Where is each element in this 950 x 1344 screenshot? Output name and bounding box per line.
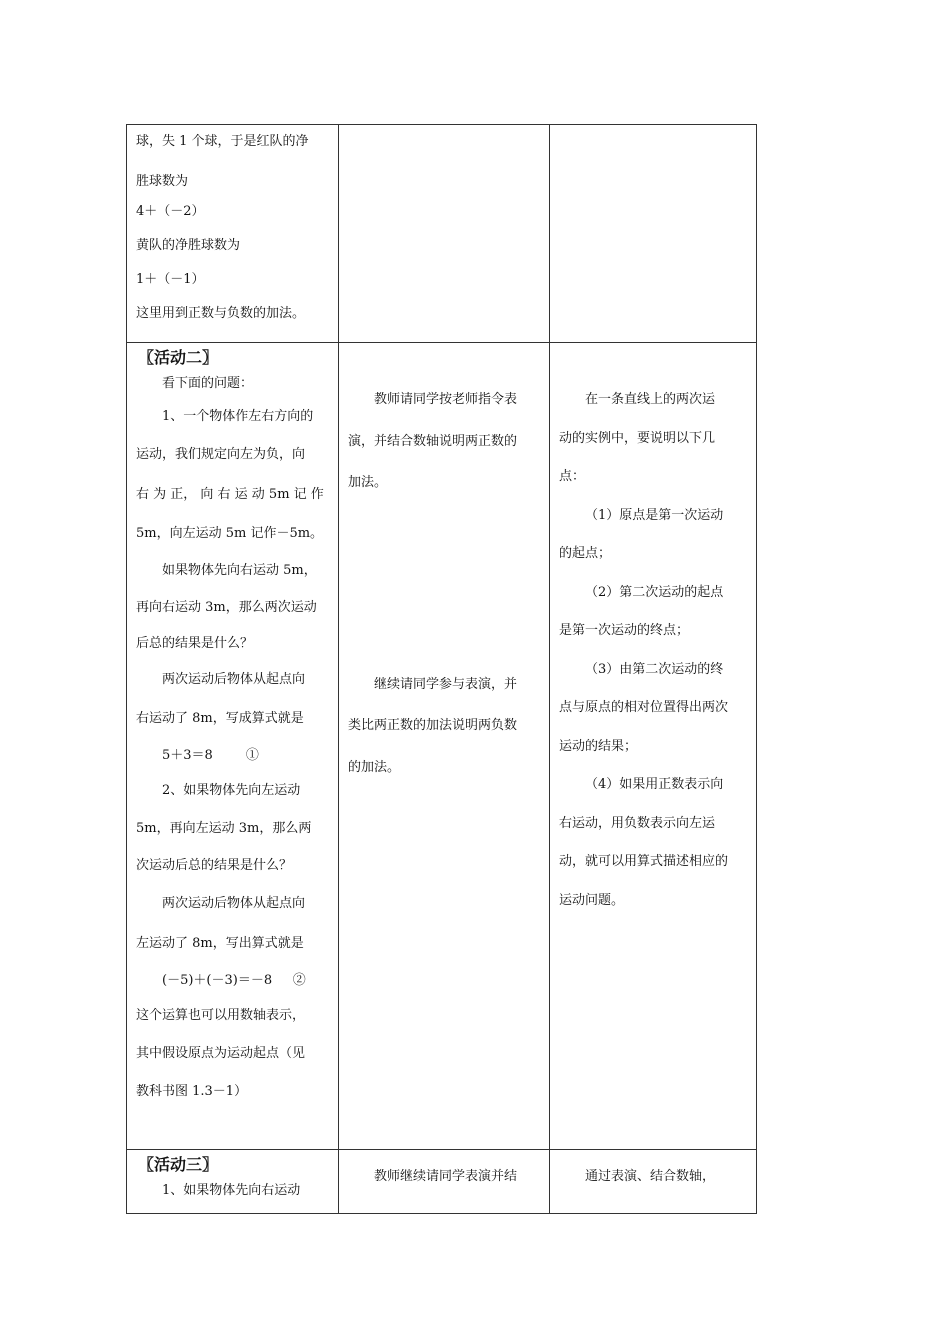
text-line: 教师请同学按老师指令表	[374, 392, 518, 407]
text-line: 演，并结合数轴说明两正数的	[348, 433, 518, 449]
activity-heading: 〖活动三〗	[138, 1155, 219, 1174]
text-line: 球，失 1 个球，于是红队的净	[136, 134, 309, 149]
text-line: 运动的结果；	[559, 738, 638, 754]
cell-design	[550, 343, 757, 1150]
text-line: 两次运动后物体从起点向	[162, 896, 306, 911]
text-line: 教科书图 1.3－1）	[136, 1083, 248, 1099]
text-line: 看下面的问题：	[162, 376, 254, 391]
text-line: 运动，我们规定向左为负，向	[136, 447, 306, 462]
cell-content	[127, 1150, 339, 1214]
text-line: 黄队的净胜球数为	[136, 238, 241, 253]
text-line: 点：	[559, 469, 586, 484]
text-line: 这里用到正数与负数的加法。	[136, 306, 306, 321]
text-line: （2）第二次运动的起点	[585, 584, 724, 600]
text-line: 左运动了 8m，写出算式就是	[136, 936, 304, 951]
text-line: 继续请同学参与表演，并	[374, 676, 518, 692]
text-line: 2、如果物体先向左运动	[162, 782, 301, 798]
text-line: 这个运算也可以用数轴表示，	[136, 1007, 306, 1023]
text-line: 其中假设原点为运动起点（见	[136, 1045, 306, 1061]
text-line: 5m，再向左运动 3m，那么两	[136, 820, 312, 836]
table-row	[127, 125, 757, 343]
cell-teacher	[339, 1150, 550, 1214]
text-line: 的加法。	[348, 759, 401, 775]
text-line: 后总的结果是什么？	[136, 636, 254, 651]
equation-2: (－5)＋(－3)＝－8 ②	[162, 972, 306, 988]
text-line: 1、如果物体先向右运动	[162, 1183, 301, 1198]
text-line: 两次运动后物体从起点向	[162, 672, 306, 687]
text-line: 右运动了 8m，写成算式就是	[136, 711, 304, 726]
cell-teacher	[339, 125, 550, 343]
activity-heading: 〖活动二〗	[138, 348, 219, 367]
text-line: 点与原点的相对位置得出两次	[559, 700, 729, 715]
text-line: 次运动后总的结果是什么？	[136, 858, 293, 873]
text-line: 1、一个物体作左右方向的	[162, 409, 314, 424]
text-line: 在一条直线上的两次运	[585, 392, 716, 407]
text-line: （4）如果用正数表示向	[585, 777, 724, 792]
text-line: （3）由第二次运动的终	[585, 661, 724, 677]
text-line: 如果物体先向右运动 5m，	[162, 562, 317, 578]
text-line: 的起点；	[559, 546, 612, 561]
text-line: 加法。	[348, 475, 388, 490]
table-row	[127, 343, 757, 1150]
text-line: 通过表演、结合数轴，	[585, 1169, 716, 1184]
equation-1: 5＋3＝8 ①	[162, 747, 259, 763]
text-line: 动的实例中，要说明以下几	[559, 430, 716, 446]
text-line: （1）原点是第一次运动	[585, 507, 724, 523]
text-line: 右 为 正， 向 右 运 动 5m 记 作	[136, 486, 324, 502]
text-line: 1＋（－1）	[136, 272, 205, 287]
text-line: 类比两正数的加法说明两负数	[348, 718, 518, 733]
text-line: 运动问题。	[559, 892, 625, 908]
text-line: 胜球数为	[136, 174, 189, 189]
text-line: 右运动，用负数表示向左运	[559, 815, 716, 831]
text-line: 教师继续请同学表演并结	[374, 1169, 518, 1184]
text-line: 4＋（－2）	[136, 204, 205, 219]
lesson-plan-table	[126, 124, 757, 1214]
cell-content	[127, 343, 339, 1150]
cell-content	[127, 125, 339, 343]
text-line: 再向右运动 3m，那么两次运动	[136, 599, 317, 615]
cell-teacher	[339, 343, 550, 1150]
text-line: 动，就可以用算式描述相应的	[559, 854, 729, 869]
cell-design	[550, 1150, 757, 1214]
table-row	[127, 1150, 757, 1214]
text-line: 是第一次运动的终点；	[559, 623, 690, 638]
cell-design	[550, 125, 757, 343]
text-line: 5m，向左运动 5m 记作－5m。	[136, 526, 324, 541]
